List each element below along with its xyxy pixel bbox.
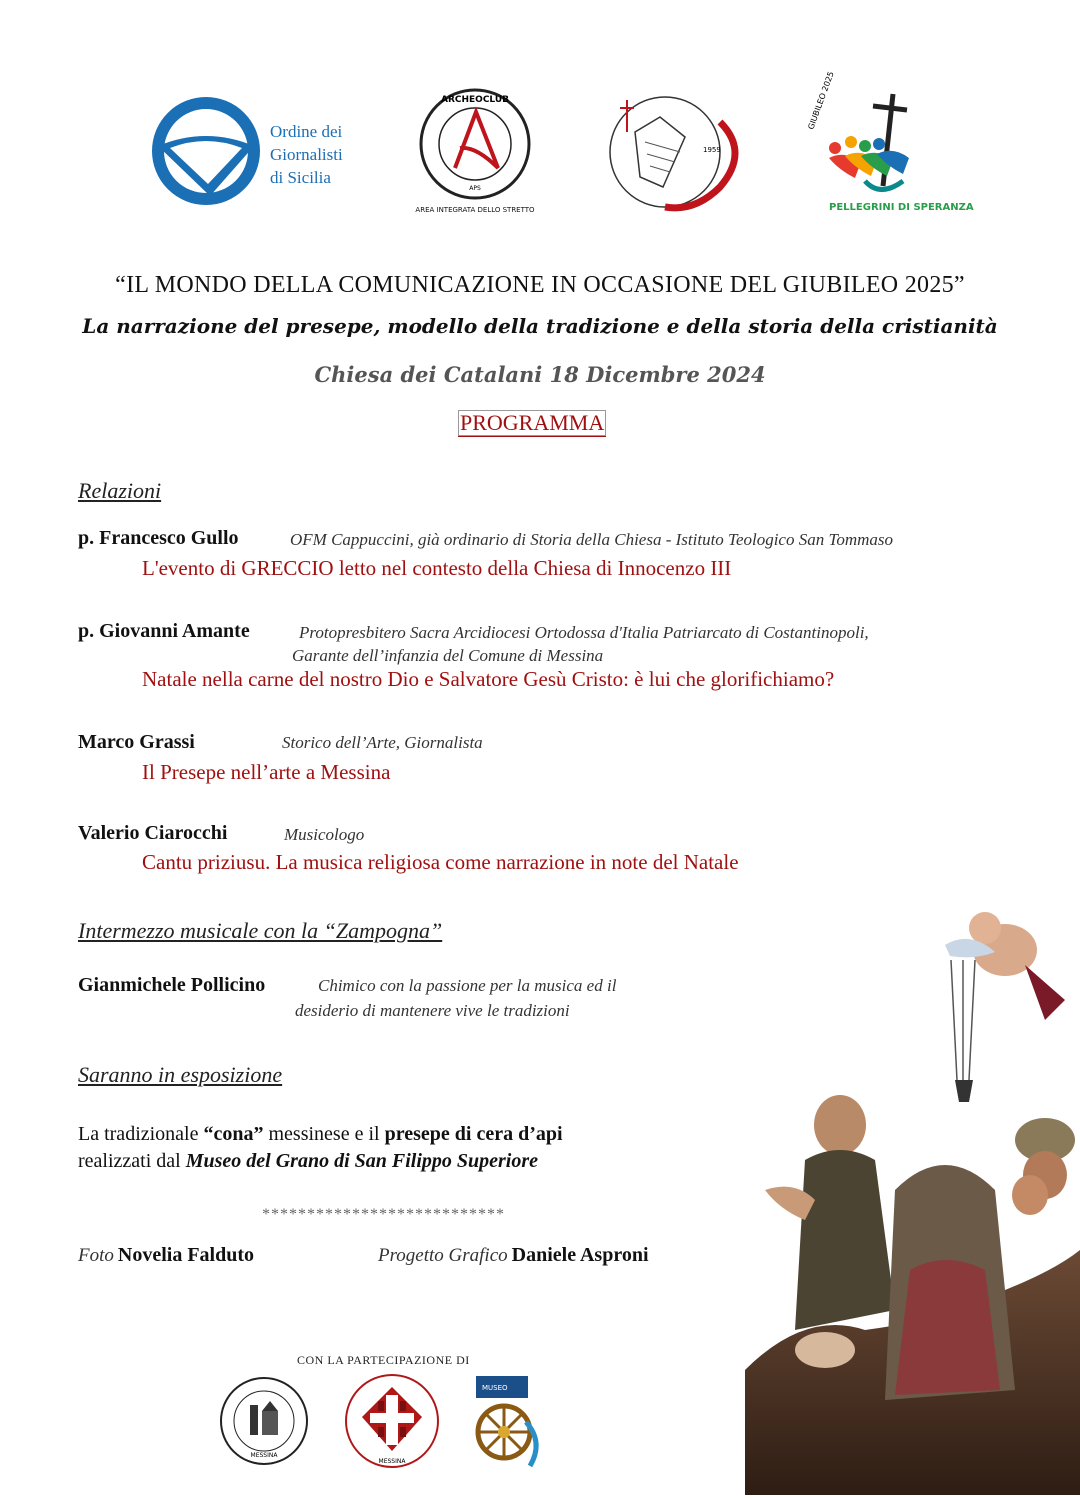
- ordine-line2: Giornalisti: [270, 145, 343, 164]
- grafica-label: Progetto Grafico: [378, 1245, 508, 1266]
- grafica-name: Daniele Asproni: [511, 1244, 649, 1266]
- intermezzo-heading: Intermezzo musicale con la “Zampogna”: [78, 918, 443, 943]
- amici-presepio-logo: [218, 1375, 310, 1467]
- svg-text:ARCHEOCLUB: ARCHEOCLUB: [440, 95, 510, 105]
- ordine-emblem-icon: [148, 96, 268, 206]
- intermezzo-name: Gianmichele Pollicino: [78, 974, 266, 996]
- esposizione-museo: Museo del Grano di San Filippo Superiore: [185, 1150, 539, 1172]
- ucsi-emblem-icon: [585, 92, 760, 212]
- event-venue-date: Chiesa dei Catalani 18 Dicembre 2024: [314, 362, 766, 387]
- svg-text:GIUBILEO 2025: GIUBILEO 2025: [806, 70, 836, 131]
- speaker-1-name: p. Francesco Gullo: [78, 527, 239, 549]
- esposizione-cona: “cona”: [203, 1123, 264, 1145]
- nativity-scene-picture: [745, 890, 1080, 1495]
- ordine-line3: di Sicilia: [270, 168, 331, 187]
- svg-text:MESSINA: MESSINA: [378, 1458, 406, 1465]
- foto-name: Novelia Falduto: [117, 1244, 255, 1266]
- svg-text:APS: APS: [469, 185, 481, 192]
- speaker-4-name: Valerio Ciarocchi: [78, 822, 228, 844]
- archeoclub-caption: AREA INTEGRATA DELLO STRETTO: [415, 206, 535, 214]
- foto-label: Foto: [78, 1245, 114, 1266]
- speaker-1-talk: L'evento di GRECCIO letto nel contesto della Chiesa di Innocenzo III: [142, 556, 732, 580]
- esposizione-heading: Saranno in esposizione: [78, 1062, 283, 1087]
- intermezzo-role-line2: desiderio di mantenere vive le tradizioni: [295, 1001, 570, 1020]
- amici-presepio-emblem-icon: [218, 1375, 310, 1467]
- speaker-2-talk: Natale nella carne del nostro Dio e Salvatore Gesù Cristo: è lui che glorifichiamo?: [142, 667, 835, 691]
- speaker-3-name: Marco Grassi: [78, 731, 195, 753]
- esposizione-line2: [78, 1150, 538, 1173]
- separator-stars: ***************************: [262, 1206, 505, 1223]
- event-subtitle: La narrazione del presepe, modello della tradizione e della storia della cristianità: [82, 314, 998, 338]
- esposizione-line1: [78, 1123, 563, 1146]
- museo-grano-emblem-icon: [474, 1374, 546, 1469]
- archeoclub-emblem-icon: [410, 86, 540, 204]
- arciconfraternita-logo: [342, 1371, 442, 1471]
- ordine-giornalisti-logo: [148, 96, 363, 206]
- giubileo-emblem-icon: [805, 70, 974, 226]
- speaker-1-role: OFM Cappuccini, già ordinario di Storia della Chiesa - Istituto Teologico San Tommaso: [290, 530, 894, 549]
- speaker-2-name: p. Giovanni Amante: [78, 620, 250, 642]
- esposizione-text-e: realizzati dal: [78, 1150, 186, 1172]
- speaker-4-talk: Cantu priziusu. La musica religiosa come narrazione in note del Natale: [142, 850, 739, 874]
- event-title: “IL MONDO DELLA COMUNICAZIONE IN OCCASIONE DEL GIUBILEO 2025”: [115, 272, 965, 298]
- speaker-4-role: Musicologo: [284, 825, 365, 844]
- museo-grano-logo: [474, 1374, 546, 1469]
- speaker-2-role: Protopresbitero Sacra Arcidiocesi Ortodossa d'Italia Patriarcato di Costantinopoli,: [299, 623, 869, 642]
- intermezzo-role: Chimico con la passione per la musica ed il: [318, 976, 617, 995]
- partecipazione-label: CON LA PARTECIPAZIONE DI: [297, 1353, 470, 1367]
- svg-text:MESSINA: MESSINA: [250, 1452, 278, 1459]
- giubileo-logo: [805, 70, 974, 226]
- svg-text:PELLEGRINI DI SPERANZA: PELLEGRINI DI SPERANZA: [829, 202, 974, 213]
- svg-text:MUSEO: MUSEO: [482, 1384, 508, 1392]
- esposizione-text-a: La tradizionale: [78, 1123, 204, 1145]
- ucsi-logo: [585, 92, 760, 212]
- esposizione-presepe: presepe di cera d’api: [384, 1123, 563, 1145]
- ordine-line1: Ordine dei: [270, 122, 343, 141]
- speaker-3-role: Storico dell’Arte, Giornalista: [282, 733, 483, 752]
- archeoclub-logo: [410, 86, 540, 221]
- speaker-3-talk: Il Presepe nell’arte a Messina: [142, 760, 391, 784]
- credits-foto: [78, 1244, 254, 1267]
- esposizione-text-c: messinese e il: [263, 1123, 385, 1145]
- nativity-image: [745, 890, 1080, 1495]
- relazioni-heading: Relazioni: [78, 478, 162, 503]
- credits-grafica: [378, 1244, 649, 1267]
- arciconfraternita-emblem-icon: [342, 1371, 442, 1471]
- svg-text:1959: 1959: [703, 146, 721, 154]
- programma-heading: PROGRAMMA: [460, 410, 605, 435]
- speaker-2-role-line2: Garante dell’infanzia del Comune di Messina: [292, 646, 604, 665]
